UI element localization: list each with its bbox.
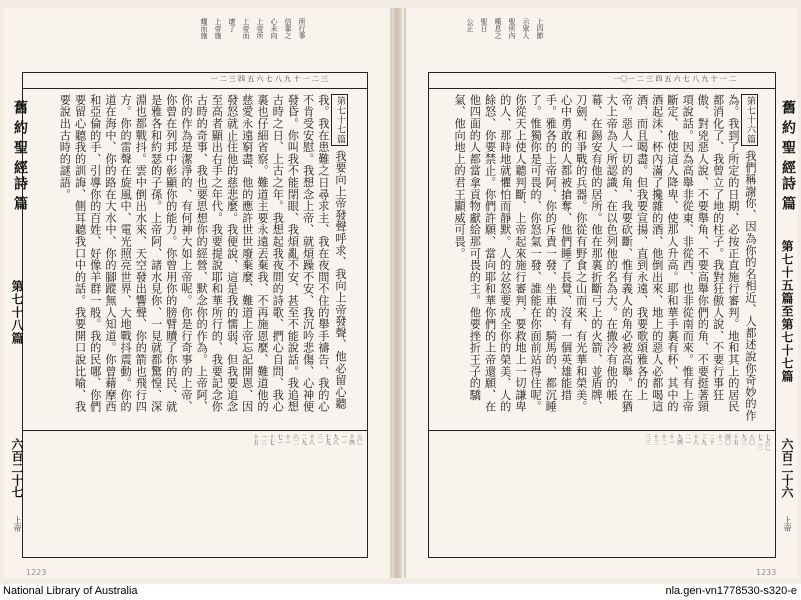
section-heading: 第七十七篇 (331, 94, 348, 146)
running-title: 舊約聖經 (12, 100, 28, 180)
right-cross-references: 七六〇 七二三 八〇 九三 十五 四〇 十二 二十 三九 十八 二一 九四 十一 十二 十三 三三 (644, 434, 770, 451)
top-note: 壞了 (228, 18, 236, 32)
divider (22, 430, 368, 431)
top-note: 上帝所 (256, 18, 264, 39)
left-page (4, 8, 392, 578)
left-header-marks: 一 二 三 四 五 六 七 八 九 十 一 二 三 (210, 75, 328, 83)
top-note: 嘆息之 (494, 18, 502, 39)
volume-mark: 上帝 (13, 516, 22, 532)
top-note: 聖日 (480, 18, 488, 32)
left-cross-references: 八〇 十四 一一 九八 七九 三一 十八 二九 六二 十一 七一 十七 一三 十五 (252, 434, 362, 445)
top-note: 耀而施 (200, 18, 208, 39)
scripture-text (436, 94, 758, 424)
divider (428, 430, 776, 431)
book-title: 詩篇 (12, 176, 28, 216)
divider (428, 88, 776, 89)
top-note: 心未向 (270, 18, 278, 39)
volume-mark: 上帝 (783, 516, 792, 532)
running-title: 舊約聖經 (780, 100, 796, 180)
book-gutter (392, 8, 402, 578)
image-identifier: nla.gen-vn1778530-s320-e (665, 585, 797, 597)
page-number: 六百二十六 (780, 438, 794, 498)
top-note: 聖所內 (508, 18, 516, 39)
catalog-stamp: 1223 (26, 568, 47, 577)
book-title: 詩篇 (780, 176, 796, 216)
right-header-marks: 一〇一 二 三 四 五 六 七 八 九 十 一 二 (613, 75, 736, 83)
top-note: 示眾人 (522, 18, 530, 39)
page-number: 六百二十七 (10, 438, 24, 498)
scripture-body: 我們稱謝你、因為你的名相近、人都述說你奇妙的作為。我到了所定的日期、必按正直施行審判。地和其上的居民都消化了、我曾立了地的柱子。我對狂傲人說、不要行事狂傲、對兇惡人說、不要舉角、不要高舉你們的角、不要挺著頸項說話。因為高舉非從東、非從西、也非從南而來。惟有上帝斷定、他使這人降卑、使那人升高。耶和華手裏有杯、其中的酒起沫、杯內滿了攙雜的酒、他倒出來、地上的惡人必都喝這酒、而且喝盡。但我要宣揚、直到永遠、我要歌頌雅各的上帝。惡人一切的角、我要砍斷、惟有義人的角必被高舉。在猶大上帝為人所認識、在以色列他的名為大。在撒冷有他的帳幕、在錫安有他的居所。他在那裏折斷弓上的火箭、並盾牌、刀劍、和爭戰的兵器。你從有野食之山而來、有光華和榮美。心中勇敢的人都被搶奪、他們睡了長覺、沒有一個英雄能措手。雅各的上帝阿、你的斥責一發、坐車的、騎馬的、都沉睡了。惟獨你是可畏的、你怒氣一發、誰能在你面前站得住呢。你從天上使人聽判斷、上帝起來施行審判、要救地上一切謙卑的人、那時地就懼怕而靜默。人的忿怒要成全你的榮美、人的餘怒、你要禁止。你們許願、當向耶和華你們的上帝還願、在他四面的人都當拿貢物獻給那可畏的主。他要挫折王子的驕氣、他向地上的君王顯威可畏。 (453, 94, 757, 422)
credit-bar (0, 584, 801, 600)
top-note: 上四節 (536, 18, 544, 39)
top-note: 信靠之 (284, 18, 292, 39)
scripture-body: 我要向上帝發聲呼求、我向上帝發聲、他必留心聽我。我在患難之日尋求主、我在夜間不住的舉手禱告、我的心不肯受安慰。我想念上帝、就煩躁不安、我沉吟悲傷、心神便發昏。你叫我不能閉眼、我煩亂不安、甚至不能說話。我追想古時之日、上古之年。我想起我夜間的詩歌、捫心自問、我心裏也仔細省察。難道主要永遠丟棄我、不再施恩麼、難道他的慈愛永遠窮盡、他的應許世世廢棄麼、難道上帝忘記開恩、因發怒就止住他的慈悲麼。我便說、這是我的懦弱、但我要追念至高者顯出右手之年代。我要提說耶和華所行的、我要記念你古時的奇事、我也要思想你的經營、默念你的作為。上帝阿、你的作為是潔淨的、有何神大如上帝呢。你是行奇事的上帝、你曾在列邦中彰顯你的能力。你曾用你的膀臂贖了你的民、就是雅各和約瑟的子孫。上帝阿、諸水見你、一見就都驚惶、深淵也都戰抖。雲中倒出水來、天空發出響聲、你的箭也飛行四方。你的雷聲在旋風中、電光照亮世界、大地戰抖震動。你的道在海中、你的路在大水中、你的腳蹤無人知道。你曾藉摩西和亞倫的手、引導你的百姓、好像羊群一般。我的民哪、你們要留心聽我的訓誨、側耳聽我口中的話。我要開口說比喻、我要說出古時的謎語。 (58, 94, 347, 413)
right-page (404, 8, 798, 578)
section-heading: 第七十六篇 (741, 94, 758, 146)
top-note: 所行事 (298, 18, 306, 39)
scripture-text (30, 94, 348, 424)
library-credit: National Library of Australia (3, 585, 138, 597)
left-top-notes (200, 18, 306, 66)
divider (22, 88, 368, 89)
catalog-stamp: 1233 (756, 568, 777, 577)
chapter-label: 第七十八篇 (10, 280, 24, 345)
top-note: 上帝施 (214, 18, 222, 39)
top-note: 公正 (466, 18, 474, 32)
chapter-label: 第七十五篇至第七十七篇 (780, 240, 794, 383)
right-top-notes (466, 18, 544, 66)
top-note: 上帝而 (242, 18, 250, 39)
